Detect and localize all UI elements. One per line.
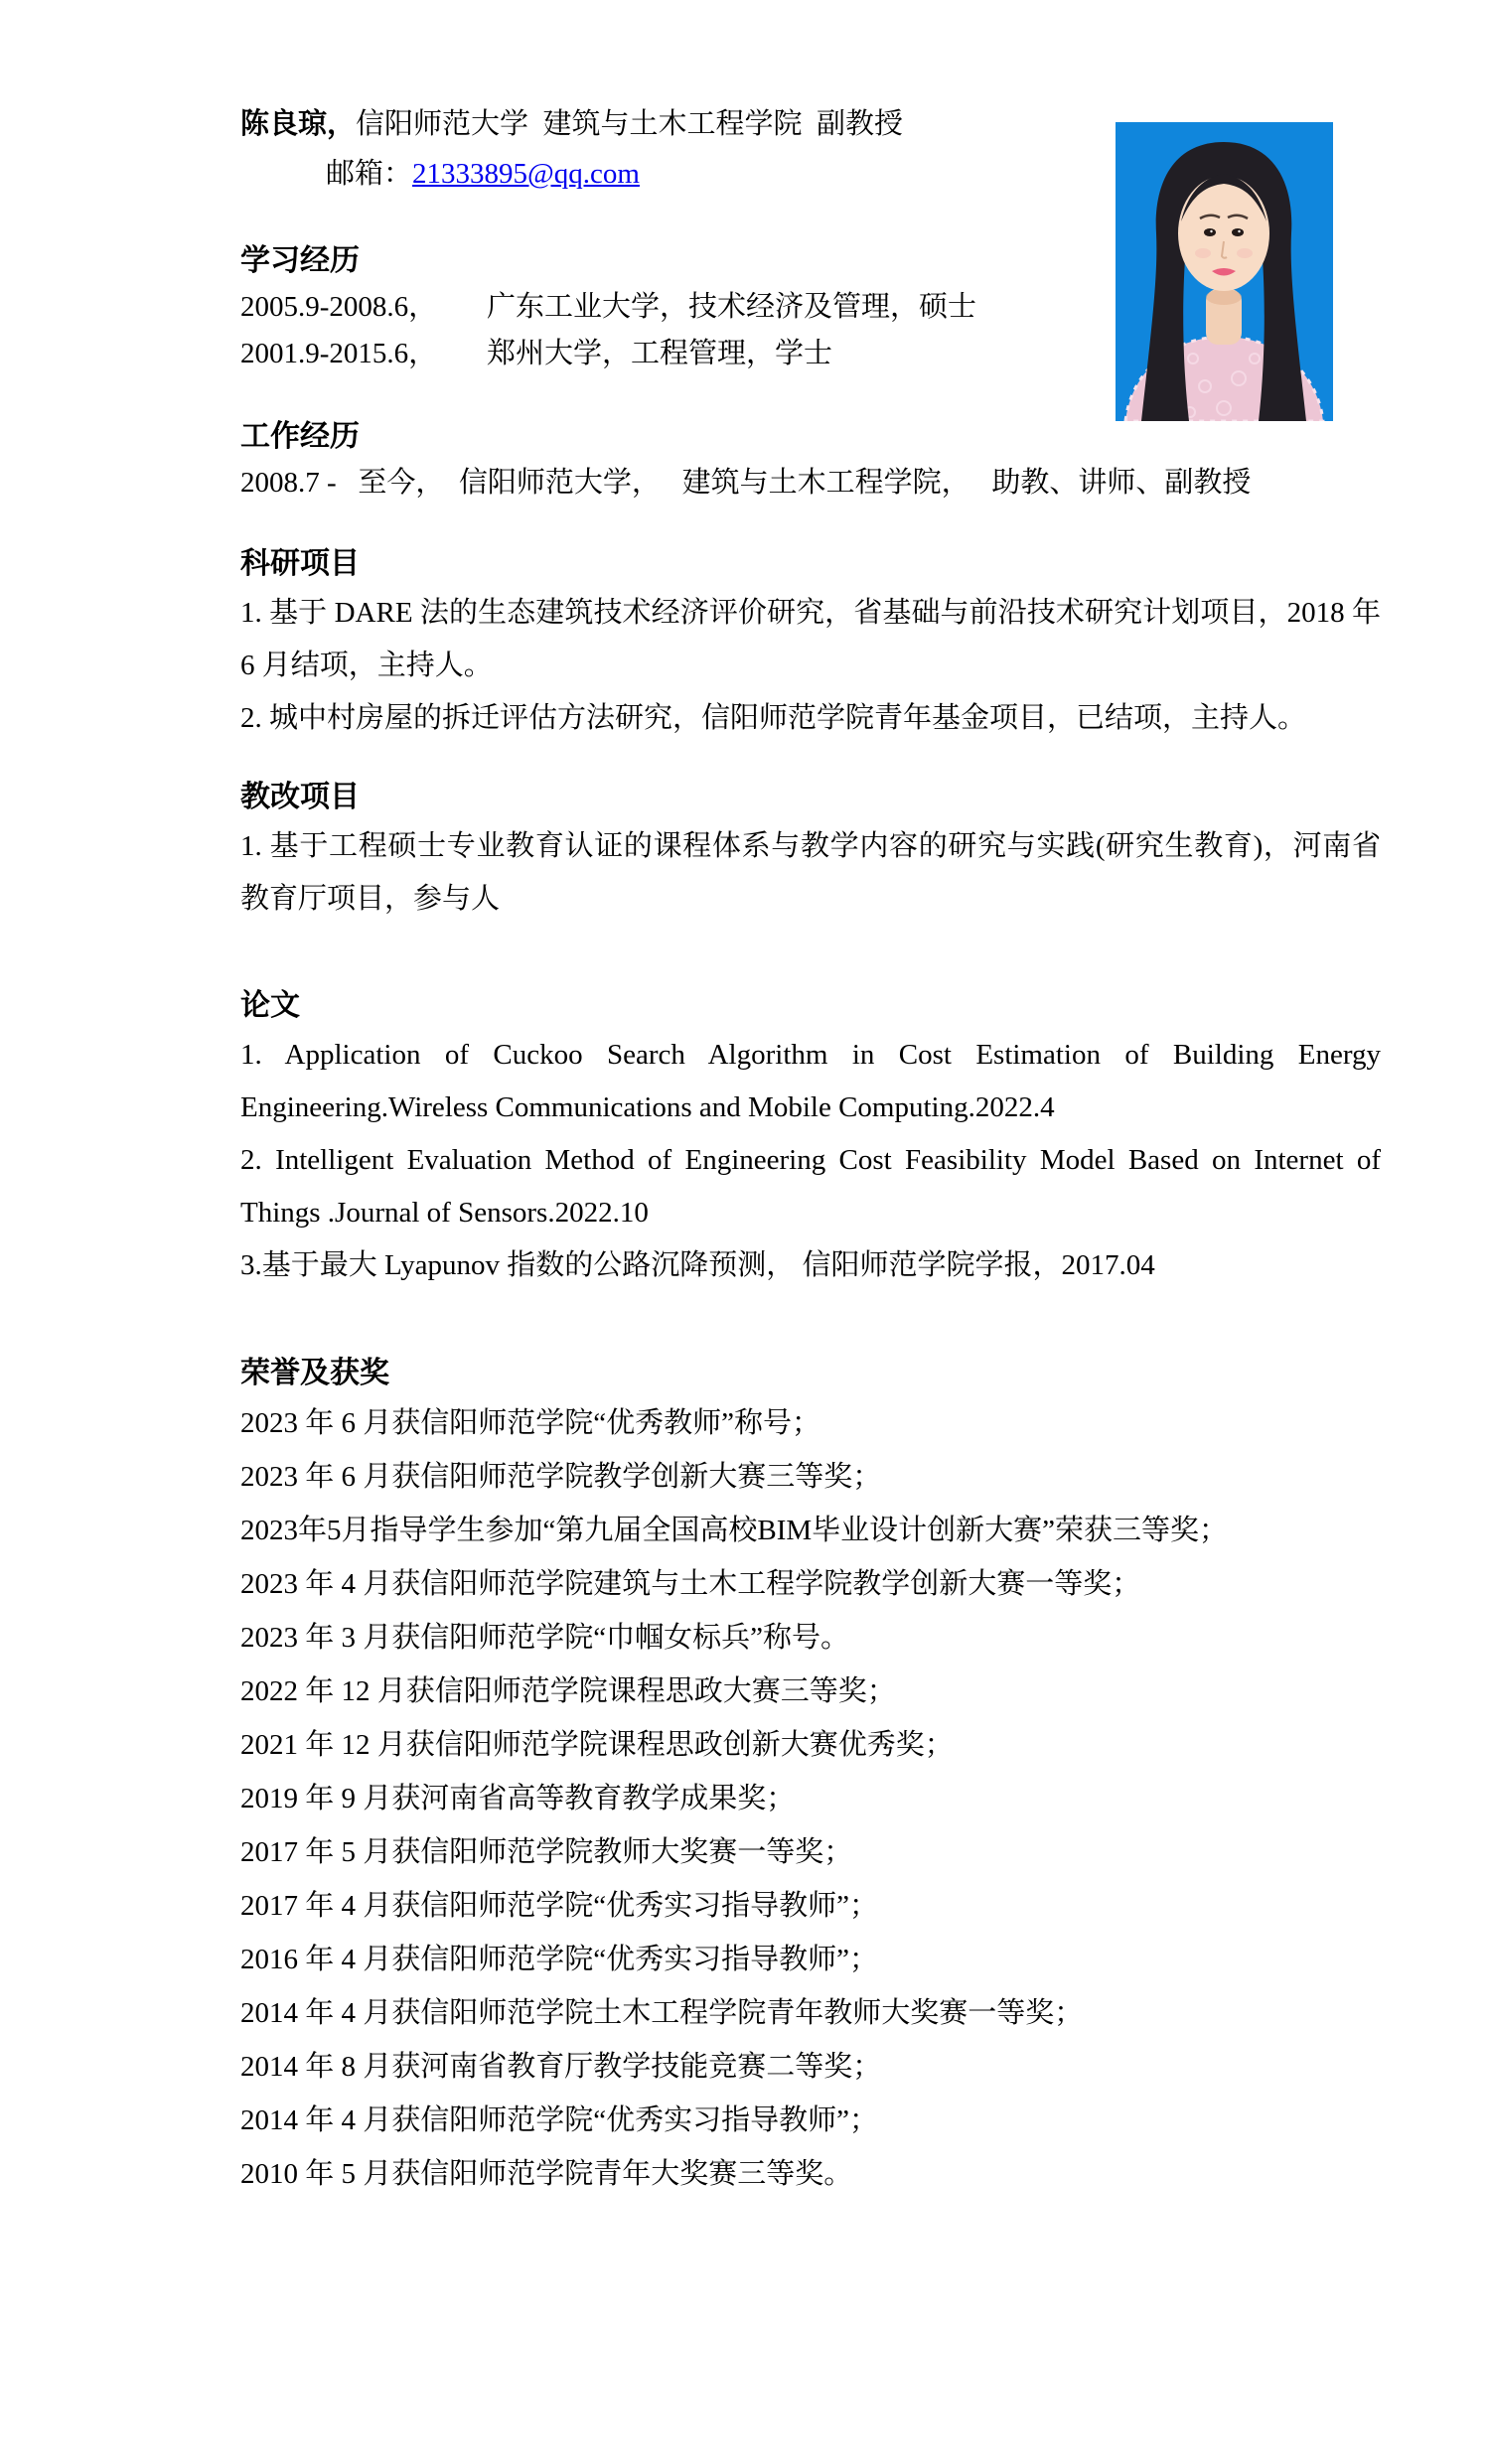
section-title-teaching-reform: 教改项目 bbox=[240, 781, 360, 813]
person-name: 陈良琼， bbox=[240, 108, 357, 140]
section-honors bbox=[240, 1351, 1381, 2201]
honor-item: 2017 年 5 月获信阳师范学院教师大奖赛一等奖； bbox=[240, 1836, 853, 1868]
reform-item: 1. 基于工程硕士专业教育认证的课程体系与教学内容的研究与实践(研究生教育)，河南省教育厅项目，参与人 bbox=[240, 830, 1381, 915]
section-papers bbox=[240, 983, 1381, 1292]
education-detail: 郑州大学，工程管理，学士 bbox=[487, 338, 833, 369]
section-title-papers: 论文 bbox=[240, 989, 300, 1022]
honor-item: 2017 年 4 月获信阳师范学院“优秀实习指导教师”； bbox=[240, 1890, 878, 1922]
honor-item: 2010 年 5 月获信阳师范学院青年大奖赛三等奖。 bbox=[240, 2158, 853, 2190]
paper-item: 3.基于最大 Lyapunov 指数的公路沉降预测， 信阳师范学院学报，2017.04 bbox=[240, 1249, 1155, 1281]
honor-item: 2023 年 6 月获信阳师范学院“优秀教师”称号； bbox=[240, 1407, 820, 1439]
education-entry bbox=[240, 284, 1381, 331]
honor-item: 2023 年 6 月获信阳师范学院教学创新大赛三等奖； bbox=[240, 1461, 882, 1493]
education-entry bbox=[240, 331, 1381, 377]
education-detail: 广东工业大学，技术经济及管理，硕士 bbox=[487, 291, 977, 323]
person-affiliation: 信阳师范大学 建筑与土木工程学院 副教授 bbox=[356, 108, 904, 140]
section-education bbox=[240, 238, 1381, 377]
section-title-work: 工作经历 bbox=[240, 420, 360, 453]
email-label: 邮箱： bbox=[326, 158, 413, 190]
research-item: 2. 城中村房屋的拆迁评估方法研究，信阳师范学院青年基金项目，已结项，主持人。 bbox=[240, 702, 1307, 734]
research-item: 1. 基于 DARE 法的生态建筑技术经济评价研究，省基础与前沿技术研究计划项目，2018 年 6 月结项，主持人。 bbox=[240, 597, 1381, 681]
section-work bbox=[240, 414, 1381, 507]
honor-item: 2023 年 3 月获信阳师范学院“巾帼女标兵”称号。 bbox=[240, 1622, 849, 1654]
section-research bbox=[240, 541, 1381, 745]
honor-item: 2022 年 12 月获信阳师范学院课程思政大赛三等奖； bbox=[240, 1675, 896, 1707]
work-entry: 2008.7 - 至今， 信阳师范大学， 建筑与土木工程学院， 助教、讲师、副教授 bbox=[240, 467, 1252, 499]
honor-item: 2016 年 4 月获信阳师范学院“优秀实习指导教师”； bbox=[240, 1944, 878, 1975]
paper-item: 2. Intelligent Evaluation Method of Engineering Cost Feasibility Model Based on Internet of Things .Journal of Sensors.2022.10 bbox=[240, 1144, 1381, 1229]
email-link[interactable]: 21333895@qq.com bbox=[412, 158, 640, 190]
section-title-education: 学习经历 bbox=[240, 244, 360, 277]
section-title-research: 科研项目 bbox=[240, 547, 360, 580]
honor-item: 2014 年 8 月获河南省教育厅教学技能竞赛二等奖； bbox=[240, 2051, 882, 2083]
honor-item: 2021 年 12 月获信阳师范学院课程思政创新大赛优秀奖； bbox=[240, 1729, 954, 1761]
honor-item: 2019 年 9 月获河南省高等教育教学成果奖； bbox=[240, 1783, 796, 1814]
education-period: 2005.9-2008.6， bbox=[240, 291, 438, 323]
section-title-honors: 荣誉及获奖 bbox=[240, 1357, 389, 1389]
education-period: 2001.9-2015.6， bbox=[240, 338, 438, 369]
honor-item: 2023年5月指导学生参加“第九届全国高校BIM毕业设计创新大赛”荣获三等奖； bbox=[240, 1515, 1229, 1546]
honor-item: 2014 年 4 月获信阳师范学院土木工程学院青年教师大奖赛一等奖； bbox=[240, 1997, 1084, 2029]
paper-item: 1. Application of Cuckoo Search Algorithm in Cost Estimation of Building Energy Engineering.Wireless Communications and Mobile Computing.2022.4 bbox=[240, 1039, 1381, 1123]
honor-item: 2023 年 4 月获信阳师范学院建筑与土木工程学院教学创新大赛一等奖； bbox=[240, 1568, 1141, 1600]
section-teaching-reform bbox=[240, 775, 1381, 926]
honor-item: 2014 年 4 月获信阳师范学院“优秀实习指导教师”； bbox=[240, 2104, 878, 2136]
